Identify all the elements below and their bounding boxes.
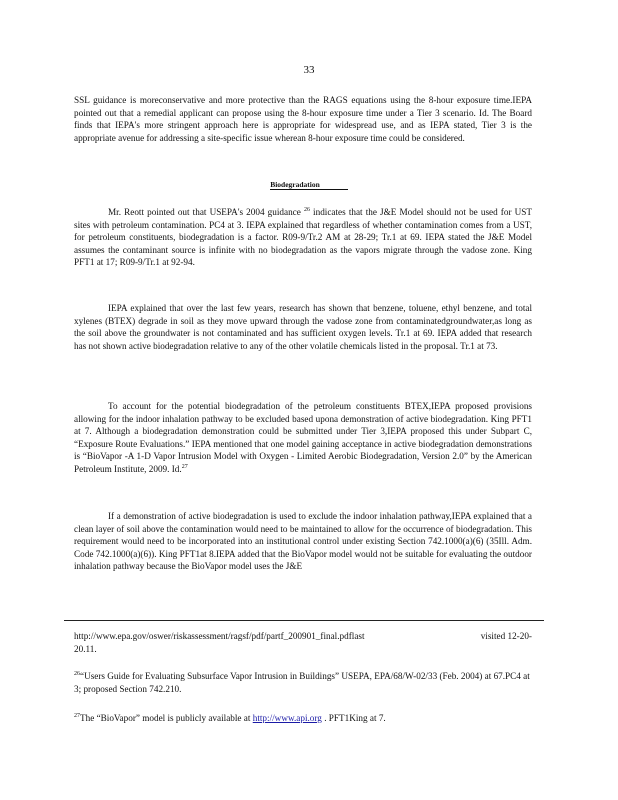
footnote-text: “Users Guide for Evaluating Subsurface Vapor Intrusion in Buildings” USEPA, EPA/68/W-02/33 (Feb. 2004) at 67.PC4 at 3; proposed Section 742.210. [74, 671, 530, 694]
api-link[interactable]: http://www.api.org [252, 713, 322, 723]
footnote-url[interactable]: http://www.epa.gov/oswer/riskassessment/ragsf/pdf/partf_200901_final.pdflast [74, 631, 365, 641]
paragraph-demonstration: If a demonstration of active biodegradation is used to exclude the indoor inhalation pathway,IEPA explained that a clean layer of soil above the contamination would need to be maintained to allow for the occurrence of biodegradation. This requirement would need to be incorporated into an institutional control under existing Section 742.1000(a)(6) (35Ill. Adm. Code 742.1000(a)(6)). King PFT1at 8.IEPA added that the BioVapor model would not be suitable for evaluating the outdoor inhalation pathway because the BioVapor model uses the J&E [74, 511, 532, 572]
paragraph-ssl-guidance: SSL guidance is moreconservative and more protective than the RAGS equations using the 8-hour exposure time.IEPA pointed out that a remedial applicant can propose using the 8-hour exposure time under a Tier 3 scenario. Id. The Board finds that IEPA's more stringent approach here is appropriate for widespread use, and as IEPA stated, Tier 3 is the appropriate avenue for addressing a site-specific issue wherean 8-hour exposure time could be considered. [74, 95, 532, 143]
footnote-text: . PFT1King at 7. [321, 713, 386, 723]
footnote-ref-26: 26 [303, 206, 310, 213]
paragraph-biodegradation-account [74, 400, 532, 476]
footnote-continued [74, 630, 532, 655]
footnote-26 [74, 670, 532, 695]
paragraph-text: To account for the potential biodegradation of the petroleum constituents BTEX,IEPA proposed provisions allowing for the indoor inhalation pathway to be excluded based upona demonstration of active biodegradation. King PFT1 at 7. Although a biodegradation demonstration could be submitted under Tier 3,IEPA proposed this under Subpart C, “Exposure Route Evaluations.” IEPA mentioned that one model gaining acceptance in active biodegradation demonstrations is “BioVapor -A 1-D Vapor Intrusion Model with Oxygen - Limited Aerobic Biodegradation, Version 2.0” by the American Petroleum Institute, 2009. Id. [74, 401, 532, 474]
footnote-number: 27 [74, 712, 80, 719]
section-heading [0, 180, 618, 189]
paragraph-reott [74, 206, 532, 269]
footnote-text: The “BioVapor” model is publicly available at [80, 713, 253, 723]
section-heading-text: Biodegradation [270, 180, 348, 190]
paragraph-text: Mr. Reott pointed out that USEPA's 2004 guidance [108, 207, 304, 217]
paragraph-iepa-explained: IEPA explained that over the last few years, research has shown that benzene, toluene, ethyl benzene, and total xylenes (BTEX) degrade in soil as they move upward through the vadose zone from contaminatedgroundwater,as long as the soil above the groundwater is not contaminated and has sufficient oxygen levels. Tr.1 at 69. IEPA added that research has not shown active biodegradation relative to any of the other volatile chemicals listed in the proposal. Tr.1 at 73. [74, 303, 532, 351]
footnote-separator [64, 620, 544, 621]
footnote-visited: visited 12-20- [480, 631, 532, 641]
footnote-27 [74, 712, 532, 725]
footnote-ref-27: 27 [181, 463, 188, 470]
paragraph-text: indicates that the J&E Model should not be used for UST sites with petroleum contamination. PC4 at 3. IEPA explained that regardless of whether contamination comes from a UST, for petroleum constituents, biodegradation is a factor. R09-9/Tr.2 AM at 28-29; Tr.1 at 69. IEPA stated the J&E Model assumes the contaminant source is infinite with no biodegradation as the vapors migrate through the vadose zone. King PFT1 at 17; R09-9/Tr.1 at 92-94. [74, 207, 532, 268]
page-number: 33 [303, 64, 315, 76]
footnote-date-end: 20.11. [74, 643, 97, 654]
footnote-number: 26 [74, 670, 80, 677]
